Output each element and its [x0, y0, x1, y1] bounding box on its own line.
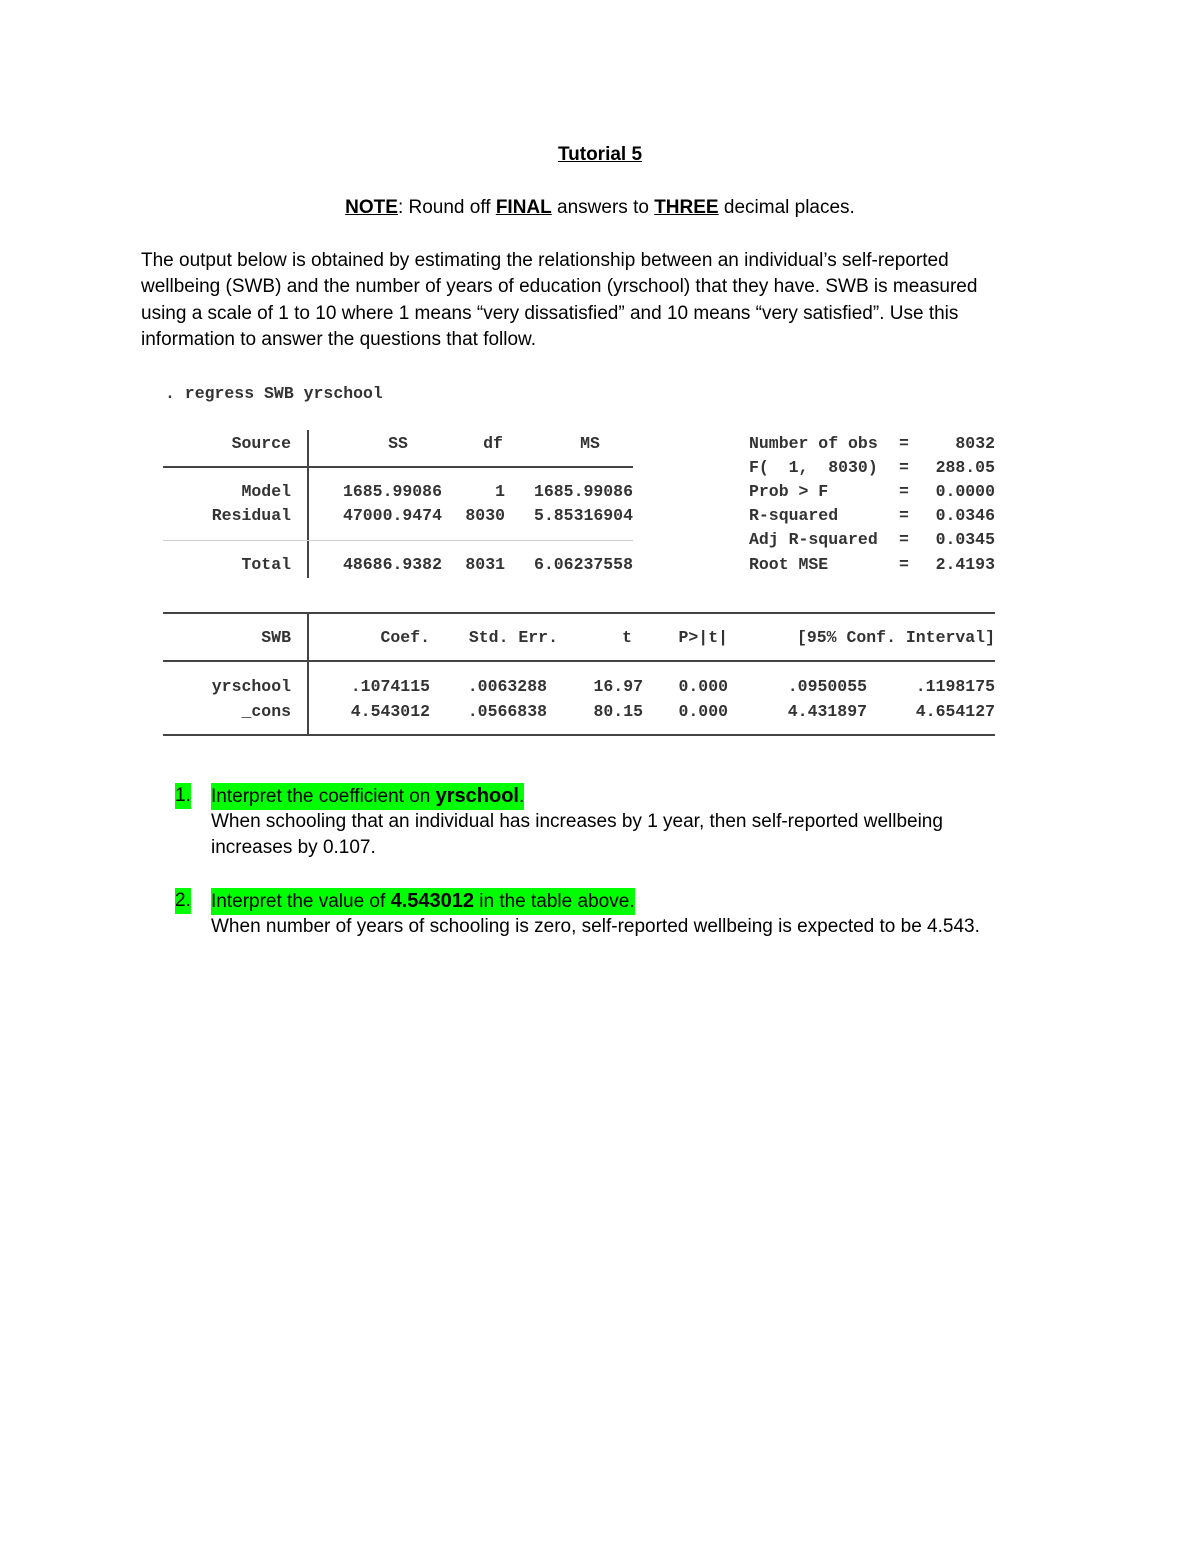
question-prompt-text: Interpret the coefficient on	[211, 786, 436, 807]
anova-header-ss: SS	[388, 434, 408, 453]
stat-value: 8032	[955, 434, 995, 453]
coef-row-t: 80.15	[593, 702, 643, 721]
coef-row-t: 16.97	[593, 677, 643, 696]
coef-row-p: 0.000	[678, 677, 728, 696]
stat-label: Prob > F	[749, 482, 829, 501]
stat-eq: =	[899, 530, 909, 549]
note-text: : Round off	[397, 197, 496, 218]
rounding-note	[0, 197, 1200, 219]
stat-eq: =	[899, 482, 909, 501]
anova-row-df: 1	[495, 482, 505, 501]
coef-row-var: yrschool	[211, 677, 291, 696]
anova-row-source: Total	[241, 555, 291, 574]
anova-row-df: 8031	[465, 555, 505, 574]
anova-header-df: df	[483, 434, 503, 453]
stat-eq: =	[899, 506, 909, 525]
coef-row-ci-high: 4.654127	[915, 702, 995, 721]
stat-label: F( 1, 8030)	[749, 458, 878, 477]
anova-total-rule	[163, 540, 633, 541]
question-prompt-text: Interpret the value of	[211, 891, 391, 912]
coef-row-se: .0566838	[467, 702, 547, 721]
coef-row-coef: 4.543012	[350, 702, 430, 721]
stata-command: . regress SWB yrschool	[165, 384, 383, 403]
anova-row-ms: 6.06237558	[533, 555, 633, 574]
note-emph-final: FINAL	[495, 197, 552, 218]
question-prompt	[211, 888, 635, 915]
stat-eq: =	[899, 458, 909, 477]
stat-label: Adj R-squared	[749, 530, 878, 549]
stat-value: 288.05	[935, 458, 995, 477]
page-title: Tutorial 5	[557, 144, 643, 165]
coef-row-se: .0063288	[467, 677, 547, 696]
stat-value: 0.0000	[935, 482, 995, 501]
question-prompt-text: .	[518, 786, 525, 807]
coef-row-coef: .1074115	[350, 677, 430, 696]
stat-value: 0.0345	[935, 530, 995, 549]
stat-value: 2.4193	[935, 555, 995, 574]
anova-row-source: Residual	[211, 506, 291, 525]
stat-label: Root MSE	[749, 555, 829, 574]
coef-header-var: SWB	[261, 628, 291, 647]
coef-header-p: P>|t|	[678, 628, 728, 647]
coef-vertical-rule	[307, 612, 309, 736]
note-emph-three: THREE	[654, 197, 719, 218]
question-number: 2.	[175, 888, 191, 914]
note-text: answers to	[551, 197, 655, 218]
coef-row-ci-high: .1198175	[915, 677, 995, 696]
coef-row-p: 0.000	[678, 702, 728, 721]
coef-top-rule	[163, 612, 995, 614]
note-text: decimal places.	[718, 197, 855, 218]
coef-header-se: Std. Err.	[468, 628, 558, 647]
anova-row-source: Model	[241, 482, 291, 501]
question-prompt	[211, 783, 524, 810]
question-number: 1.	[175, 783, 191, 809]
coef-header-rule	[163, 660, 995, 662]
anova-row-ss: 47000.9474	[342, 506, 442, 525]
coef-header-ci: [95% Conf. Interval]	[796, 628, 995, 647]
anova-header-ms: MS	[580, 434, 600, 453]
coef-bottom-rule	[163, 734, 995, 736]
anova-row-df: 8030	[465, 506, 505, 525]
note-label: NOTE	[345, 197, 398, 218]
anova-vertical-rule	[307, 430, 309, 578]
stat-label: Number of obs	[749, 434, 878, 453]
stat-eq: =	[899, 434, 909, 453]
coef-header-t: t	[622, 628, 632, 647]
question-answer: When schooling that an individual has increases by 1 year, then self-reported wellbeing increases by 0.107.	[211, 811, 943, 858]
anova-header-source: Source	[231, 434, 291, 453]
coef-header-coef: Coef.	[380, 628, 430, 647]
anova-header-rule	[163, 466, 633, 468]
question-prompt-emphasis: 4.543012	[390, 890, 474, 912]
anova-row-ms: 5.85316904	[533, 506, 633, 525]
coef-row-ci-low: .0950055	[787, 677, 867, 696]
question-prompt-emphasis: yrschool	[435, 785, 519, 807]
question-answer: When number of years of schooling is zero, self-reported wellbeing is expected to be 4.543.	[211, 916, 980, 937]
intro-paragraph: The output below is obtained by estimating the relationship between an individual’s self-reported wellbeing (SWB) and the number of years of education (yrschool) that they have. SWB is measured using a scale of 1 to 10 where 1 means “very dissatisfied” and 10 means “very satisfied”. Use this information to answer the questions that follow.	[141, 250, 978, 350]
anova-row-ss: 1685.99086	[342, 482, 442, 501]
anova-row-ms: 1685.99086	[533, 482, 633, 501]
anova-row-ss: 48686.9382	[342, 555, 442, 574]
stat-eq: =	[899, 555, 909, 574]
coef-row-var: _cons	[241, 702, 291, 721]
question-prompt-text: in the table above.	[473, 891, 635, 912]
stat-label: R-squared	[749, 506, 839, 525]
stat-value: 0.0346	[935, 506, 995, 525]
coef-row-ci-low: 4.431897	[787, 702, 867, 721]
